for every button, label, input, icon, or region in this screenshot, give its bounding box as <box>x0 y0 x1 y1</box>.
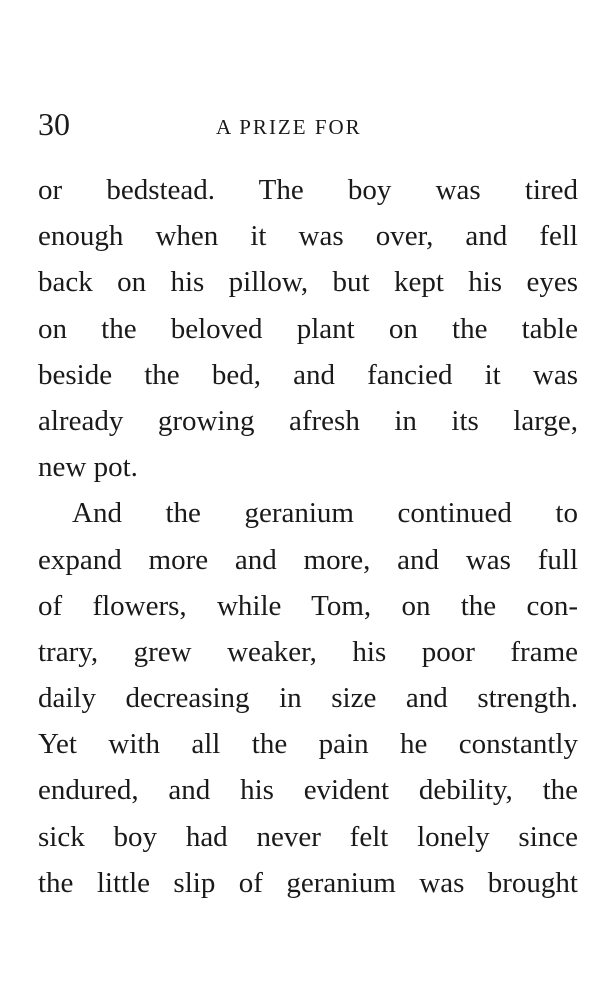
text-line: the little slip of geranium was brought <box>38 866 578 899</box>
page-number: 30 <box>38 106 70 142</box>
body-text <box>38 167 578 906</box>
text-line: daily decreasing in size and strength. <box>38 682 578 715</box>
text-line: And the geranium continued to <box>72 497 578 530</box>
text-line: of flowers, while Tom, on the con- <box>38 589 578 622</box>
text-line: expand more and more, and was full <box>38 543 578 576</box>
text-line: beside the bed, and fancied it was <box>38 358 578 391</box>
text-line: Yet with all the pain he constantly <box>38 728 578 761</box>
text-line: on the beloved plant on the table <box>38 312 578 345</box>
text-line: already growing afresh in its large, <box>38 404 578 437</box>
text-line: back on his pillow, but kept his eyes <box>38 266 578 299</box>
page-header <box>38 104 578 144</box>
text-line: trary, grew weaker, his poor frame <box>38 635 578 668</box>
running-head: A PRIZE FOR <box>216 115 362 139</box>
text-line: or bedstead. The boy was tired <box>38 174 578 206</box>
text-line: endured, and his evident debility, the <box>38 774 578 807</box>
text-line: enough when it was over, and fell <box>38 220 578 253</box>
text-line: new pot. <box>38 451 138 484</box>
text-line: sick boy had never felt lonely since <box>38 820 578 853</box>
